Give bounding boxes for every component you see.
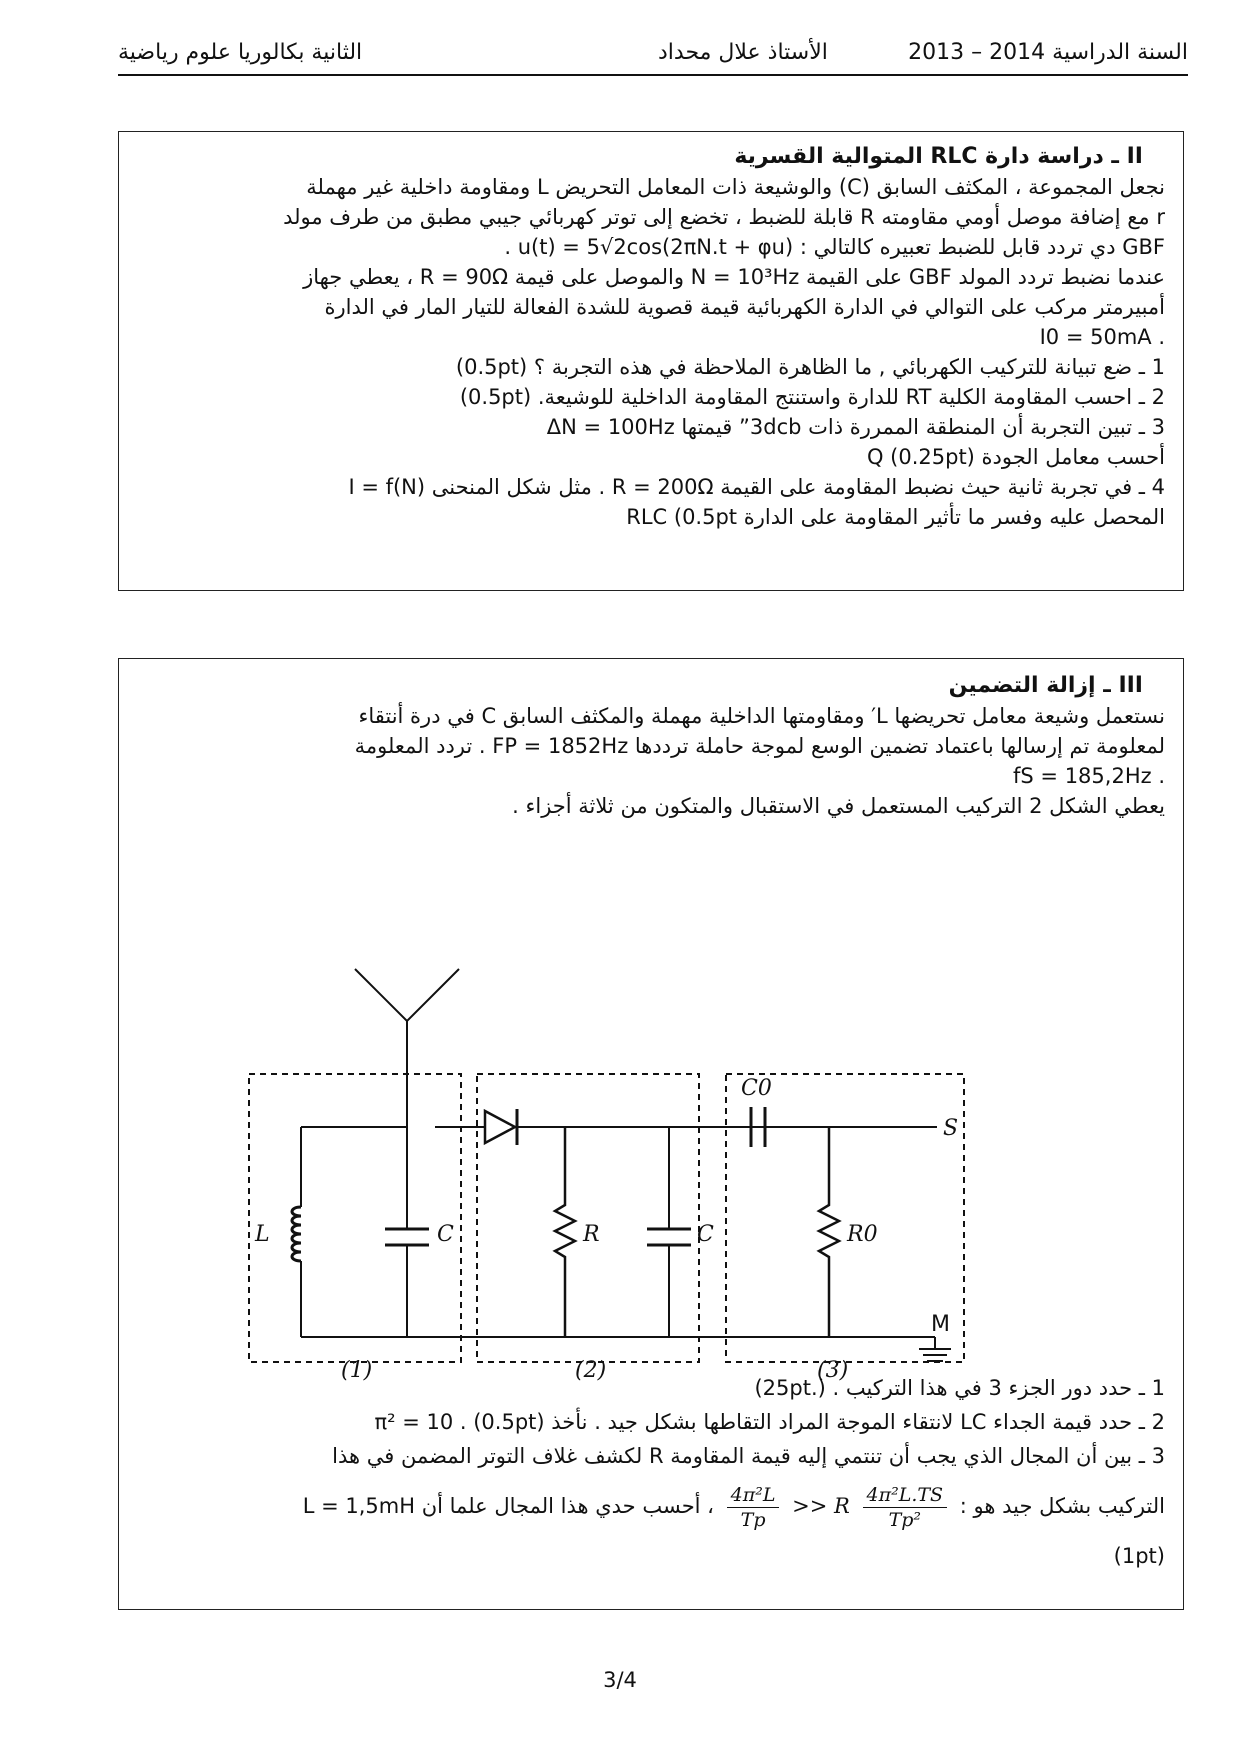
section-3-title: III ـ إزالة التضمين bbox=[948, 673, 1143, 698]
label-C2: C bbox=[697, 1222, 714, 1247]
section-3-box bbox=[118, 658, 1184, 1610]
part-2-frame bbox=[477, 1074, 699, 1362]
diode-icon bbox=[485, 1111, 515, 1143]
label-part-1: (1) bbox=[341, 1358, 373, 1383]
question-3: 3 ـ بين أن المجال الذي يجب أن تنتمي إليه قيمة المقاومة R لكشف غلاف التوتر المضمن في هذا bbox=[332, 1444, 1165, 1468]
section-2-text-line: عندما نضبط تردد المولد GBF على القيمة N = 10³Hz والموصل على قيمة R = 90Ω ، يعطي جهاز bbox=[303, 265, 1165, 289]
resistor-R bbox=[555, 1127, 575, 1337]
question-4: 4 ـ في تجربة ثانية حيث نضبط المقاومة على القيمة R = 200Ω . مثل شكل المنحنى I = f(N) bbox=[348, 475, 1165, 499]
resistor-R0 bbox=[819, 1127, 839, 1337]
teacher-name: الأستاذ علال محداد bbox=[658, 40, 828, 65]
page-header bbox=[118, 38, 1188, 76]
label-L: L bbox=[255, 1222, 270, 1247]
section-2-text-line: أمبيرمتر مركب على التوالي في الدارة الكهربائية قيمة قصوية للشدة الفعالة للتيار المار في الدارة bbox=[324, 295, 1165, 319]
class-level: الثانية بكالوريا علوم رياضية bbox=[118, 40, 363, 65]
section-2-text-line: . I0 = 50mA bbox=[1039, 325, 1165, 349]
section-2-title: II ـ دراسة دارة RLC المتوالية القسرية bbox=[734, 144, 1143, 169]
question-3-points: (1pt) bbox=[1113, 1544, 1165, 1568]
label-C0: C0 bbox=[741, 1076, 772, 1101]
section-2-text-line: نجعل المجموعة ، المكثف السابق (C) والوشيعة ذات المعامل التحريض L ومقاومة داخلية غير مهملة bbox=[306, 175, 1165, 199]
label-part-2: (2) bbox=[575, 1358, 607, 1383]
label-part-3: (3) bbox=[817, 1358, 849, 1383]
inductor-L bbox=[292, 1207, 301, 1261]
part-3-frame bbox=[726, 1074, 964, 1362]
question-3: 3 ـ تبين التجربة أن المنطقة الممررة ذات 3dcb” قيمتها ΔN = 100Hz bbox=[546, 415, 1165, 439]
label-R0: R0 bbox=[847, 1222, 878, 1247]
question-3-continued: أحسب معامل الجودة Q (0.25pt) bbox=[866, 445, 1165, 469]
question-2: 2 ـ احسب المقاومة الكلية RT للدارة واستنتج المقاومة الداخلية للوشيعة. (0.5pt) bbox=[459, 385, 1165, 409]
inequality-conclusion: ، أحسب حدي هذا المجال علما أن L = 1,5mH bbox=[302, 1494, 714, 1518]
fraction-upper-numerator: 4π²L.TS bbox=[863, 1483, 948, 1508]
question-2: 2 ـ حدد قيمة الجداء LC لانتقاء الموجة المراد التقاطها بشكل جيد . نأخذ π² = 10 . (0.5pt) bbox=[374, 1410, 1165, 1434]
section-3-text-line: نستعمل وشيعة معامل تحريضها L′ ومقاومتها الداخلية مهملة والمكثف السابق C في درة أنتقاء bbox=[358, 704, 1165, 728]
section-3-questions bbox=[137, 1371, 1165, 1573]
section-2-text-line: r مع إضافة موصل أومي مقاومته R قابلة للضبط ، تخضع إلى توتر كهربائي جيبي مطبق من طرف مولد bbox=[283, 205, 1165, 229]
question-1: 1 ـ ضع تبيانة للتركيب الكهربائي , ما الظاهرة الملاحظة في هذه التجربة ؟ (0.5pt) bbox=[455, 355, 1165, 379]
section-3-text-line: . fS = 185,2Hz bbox=[1013, 764, 1165, 788]
school-year: السنة الدراسية 2014 – 2013 bbox=[908, 40, 1188, 65]
section-3-text-line: لمعلومة تم إرسالها باعتماد تضمين الوسع لموجة حاملة ترددها FP = 1852Hz . تردد المعلومة bbox=[354, 734, 1165, 758]
inequality-sign: R << bbox=[792, 1494, 850, 1518]
question-4-continued: المحصل عليه وفسر ما تأثير المقاومة على الدارة RLC (0.5pt bbox=[626, 505, 1165, 529]
label-R: R bbox=[583, 1222, 600, 1247]
page-number: 3/4 bbox=[603, 1668, 637, 1692]
capacitor-C-part2 bbox=[647, 1229, 691, 1245]
label-S: S bbox=[943, 1116, 959, 1141]
section-2-box bbox=[118, 131, 1184, 591]
label-M: M bbox=[931, 1312, 950, 1337]
capacitor-C-part1 bbox=[385, 1229, 429, 1245]
fraction-upper-denominator: Tp² bbox=[888, 1508, 922, 1531]
ground-icon bbox=[919, 1337, 951, 1361]
fraction-lower-numerator: 4π²L bbox=[727, 1483, 780, 1508]
fraction-upper-bound bbox=[863, 1483, 948, 1532]
fraction-lower-denominator: Tp bbox=[740, 1508, 766, 1531]
demodulation-circuit-diagram bbox=[119, 859, 1183, 1383]
fraction-lower-bound bbox=[727, 1483, 780, 1532]
section-2-text-line: GBF دي تردد قابل للضبط تعبيره كالتالي : u(t) = 5√2cos(2πN.t + φu) . bbox=[504, 235, 1165, 259]
section-3-text-line: يعطي الشكل 2 التركيب المستعمل في الاستقبال والمتكون من ثلاثة أجزاء . bbox=[512, 794, 1165, 818]
part-1-frame bbox=[249, 1074, 461, 1362]
antenna-icon bbox=[355, 969, 459, 1127]
label-C1: C bbox=[437, 1222, 454, 1247]
inequality-intro: التركيب بشكل جيد هو : bbox=[959, 1494, 1165, 1518]
question-1: 1 ـ حدد دور الجزء 3 في هذا التركيب . (.25pt) bbox=[754, 1376, 1165, 1400]
question-3-inequality bbox=[137, 1473, 1165, 1539]
